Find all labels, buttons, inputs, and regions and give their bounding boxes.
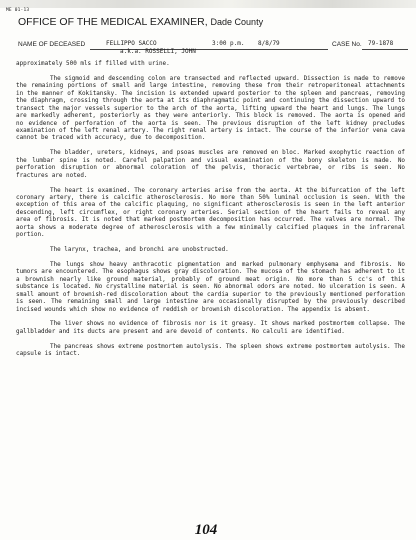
case-number: 79-1878	[368, 40, 394, 47]
scan-edge	[0, 0, 416, 8]
case-number-label: CASE No.	[332, 41, 362, 48]
paragraph-pancreas: The pancreas shows extreme postmortem autolysis. The spleen shows extreme postmortem autolysis. The capsule is intact.	[16, 342, 405, 358]
aka-line: a.k.a. ROSSELLI, JOHN	[120, 48, 196, 55]
paragraph-urine: approximately 500 mls if filled with urine.	[16, 60, 170, 67]
exam-time: 3:00 p.m.	[212, 40, 245, 47]
exam-date: 8/8/79	[258, 40, 280, 47]
form-id: ME 01-13	[6, 8, 30, 13]
paragraph-lungs: The lungs show heavy anthracotic pigmentation and marked pulmonary emphysema and fibrosis. No tumors are encountered. The esophagus shows gray discoloration. The mucosa of the stomach has adherent to it a brownish nearly like ground material, probably of ground meat origin. No more than 5 cc's of this substance is located. No crystalline material is seen. No abnormal odors are noted. No ulceration is seen. A small amount of brownish-red discoloration about the cardia superior to the previously mentioned perforation is seen. The remaining small and large intestine are occasionally disrupted by the previously described incised wounds which show no evidence of reddish or brownish discoloration. The appendix is absent.	[16, 260, 405, 313]
paragraph-larynx: The larynx, trachea, and bronchi are unobstructed.	[50, 246, 229, 254]
case-header-row	[18, 40, 410, 52]
case-underline	[362, 49, 408, 50]
paragraph-heart: The heart is examined. The coronary arteries arise from the aorta. At the bifurcation of the left coronary artery, there is calcific atherosclerosis. No more than 50% luminal occlusion is seen. With the exception of this area of the calcific plaquing, no significant atherosclerosis is seen in the left anterior descending, left circumflex, or right coronary arteries. Serial section of the heart fails to reveal any area of fibrosis. It is noted that marked postmortem decomposition has occurred. The valves are normal. The aorta shows a moderate degree of atherosclerosis with a few minimally calcified plaques in the infrarenal portion.	[16, 186, 405, 239]
county-name: Dade County	[210, 17, 264, 27]
name-label: NAME OF DECEASED	[18, 41, 86, 48]
paragraph-bladder: The bladder, ureters, kidneys, and psoas muscles are removed en bloc. Marked exophytic reaction of the lumbar spine is noted. Careful palpation and visual examination of the bony skeleton is made. No perforation disruption or abnormal coloration of the pelvis, thoracic vertebrae, or ribs is seen. No fractures are noted.	[16, 149, 405, 179]
report-body	[16, 60, 405, 365]
paragraph-dissection: The sigmoid and descending colon are transected and reflected upward. Dissection is made to remove the remaining portions of small and large intestine, removing these from their retroperitoneal attachments in the manner of Kokitansky. The incision is extended upward posterior to the spleen and pancreas, removing the diaphragm, crossing through the aorta at its diaphragmatic point and continuing the dissection upward to transect the major vessels superior to the arch of the aorta, lifting upward the heart and lungs. The lungs are markedly adherent, posteriorly as they were anteriorly. This block is removed. The aorta is opened and no evidence of perforation of the aorta is seen. The previous disruption of the left kidney precludes examination of the left renal artery. The right renal artery is intact. The course of the inferior vena cava cannot be traced with accuracy, due to decomposition.	[16, 74, 405, 142]
paragraph-liver: The liver shows no evidence of fibrosis nor is it greasy. It shows marked postmortem collapse. The gallbladder and its ducts are present and are devoid of contents. No calculi are identified.	[16, 320, 405, 335]
deceased-name: FELLIPPO SACCO	[106, 40, 157, 47]
office-name: OFFICE OF THE MEDICAL EXAMINER,	[18, 16, 208, 28]
page-number: 104	[194, 522, 218, 538]
office-title	[18, 16, 263, 28]
